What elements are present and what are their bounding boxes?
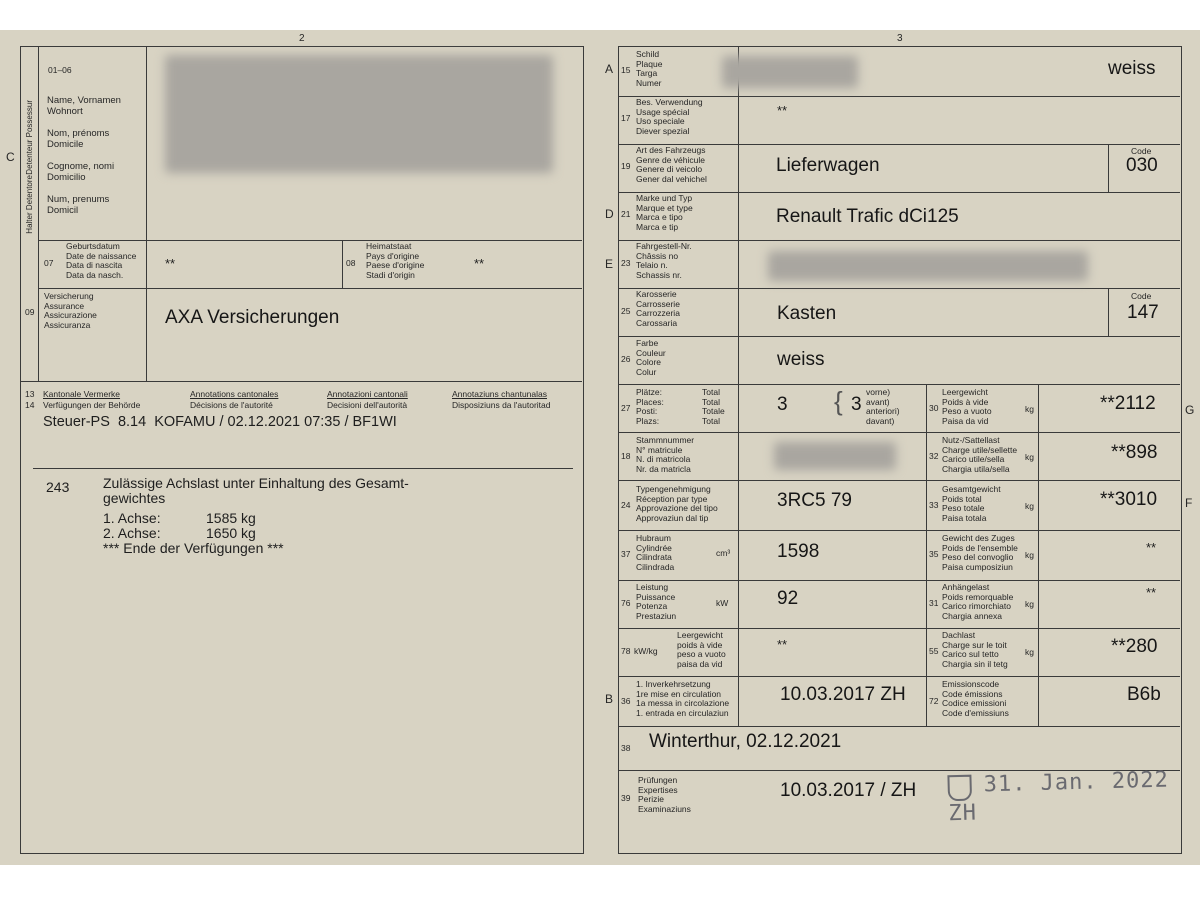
first-registration-label: 1. Inverkehrsetzung 1re mise en circulation 1a messa in circolazione 1. entrada en circulaziun (636, 679, 730, 718)
rule (618, 432, 1180, 433)
rule (1108, 144, 1109, 192)
roof-load-value: **280 (1111, 636, 1158, 657)
emission-code-value: B6b (1127, 684, 1161, 705)
axle-2-value: 1650 kg (206, 525, 256, 541)
body-code-label: Code (1131, 291, 1152, 301)
seats-label: Plätze: Places: Posti: Plazs: (636, 387, 664, 426)
total-weight-unit: kg (1025, 501, 1034, 511)
rule (618, 480, 1180, 481)
field-27-number: 27 (621, 403, 631, 413)
color-label: Farbe Couleur Colore Colur (636, 338, 666, 377)
margin-letter-a: A (605, 62, 614, 76)
tax-line: Steuer-PS 8.14 KOFAMU / 02.12.2021 07:35 / BF1WI (43, 414, 397, 430)
rule (618, 240, 1180, 241)
make-type-label: Marke und Typ Marque et type Marca e tipo Marca e tip (636, 193, 693, 232)
body-label: Karosserie Carrosserie Carrozzeria Carossaria (636, 289, 680, 328)
rule (618, 336, 1180, 337)
decisions-fr: Décisions de l'autorité (190, 400, 273, 410)
rule (342, 240, 343, 288)
field-08-number: 08 (346, 258, 356, 268)
field-36-number: 36 (621, 696, 631, 706)
body-value: Kasten (777, 303, 837, 324)
vehicle-type-code: 030 (1126, 155, 1158, 176)
rule (618, 628, 1180, 629)
power-label: Leistung Puissance Potenza Prestaziun (636, 582, 677, 621)
left-card-side-rule (38, 46, 39, 381)
master-number-label: Stammnummer N° matricule N. di matricola Nr. da matricla (636, 435, 695, 474)
payload-unit: kg (1025, 452, 1034, 462)
insurance-value: AXA Versicherungen (165, 307, 340, 328)
left-page-number: 2 (299, 33, 305, 44)
seats-total-label: Total Total Totale Total (702, 387, 725, 426)
field-30-number: 30 (929, 403, 939, 413)
field-24-number: 24 (621, 500, 631, 510)
margin-letter-b: B (605, 692, 614, 706)
train-weight-label: Gewicht des Zuges Poids de l'ensemble Peso del convoglio Paisa cumposiziun (942, 533, 1018, 572)
annotations-fr: Annotations cantonales (190, 389, 279, 399)
empty-weight-value: **2112 (1100, 393, 1156, 414)
field-32-number: 32 (929, 451, 939, 461)
type-approval-value: 3RC5 79 (777, 490, 852, 511)
field-18-number: 18 (621, 451, 631, 461)
field-76-number: 76 (621, 598, 631, 608)
field-72-number: 72 (929, 696, 939, 706)
redacted-chassis-number (768, 251, 1088, 281)
field-07-number: 07 (44, 258, 54, 268)
field-19-number: 19 (621, 161, 631, 171)
train-weight-value: ** (1146, 540, 1157, 555)
margin-letter-e: E (605, 257, 614, 271)
right-label-column-rule (738, 46, 739, 726)
field-31-number: 31 (929, 598, 939, 608)
annotations-rm: Annotaziuns chantunalas (452, 389, 547, 399)
rule (20, 381, 582, 382)
margin-letter-d: D (605, 207, 614, 221)
field-39-number: 39 (621, 793, 631, 803)
insurance-label: Versicherung Assurance Assicurazione Assicuranza (44, 291, 97, 330)
rule (618, 676, 1180, 677)
power-value: 92 (777, 588, 799, 609)
axle-1-label: 1. Achse: (103, 510, 161, 526)
stamp-shield-icon (947, 774, 972, 801)
rule (926, 384, 927, 726)
name-label-it: Cognome, nomi Domicilio (47, 161, 115, 183)
inspection-stamp-text: 31. Jan. 2022 ZH (948, 767, 1170, 827)
field-38-number: 38 (621, 743, 631, 753)
field-78-number: 78 (621, 646, 631, 656)
total-weight-label: Gesamtgewicht Poids total Peso totale Paisa totala (942, 484, 1001, 523)
rule (38, 288, 582, 289)
axle-title: Zulässige Achslast unter Einhaltung des Gesamt- gewichtes (103, 475, 409, 506)
type-approval-label: Typengenehmigung Réception par type Approvazione del tipo Approvaziun dal tip (636, 484, 718, 523)
roof-load-unit: kg (1025, 647, 1034, 657)
inspection-value: 10.03.2017 / ZH (780, 780, 917, 801)
power-weight-unit: kW/kg (634, 646, 658, 656)
payload-label: Nutz-/Sattellast Charge utile/sellette Carico utile/sella Chargia utila/sella (942, 435, 1018, 474)
plate-label: Schild Plaque Targa Numer (636, 49, 663, 88)
first-registration-value: 10.03.2017 ZH (780, 684, 906, 705)
holder-vertical-label-1: Detenteur Possessur (25, 100, 34, 175)
inspection-stamp (947, 767, 1200, 826)
field-14-number: 14 (25, 400, 35, 410)
field-37-number: 37 (621, 549, 631, 559)
special-use-label: Bes. Verwendung Usage spécial Uso speciale Diever spezial (636, 97, 703, 136)
train-weight-unit: kg (1025, 550, 1034, 560)
redacted-master-number (774, 442, 896, 470)
make-type-value: Renault Trafic dCi125 (776, 206, 959, 227)
payload-value: **898 (1111, 442, 1158, 463)
plate-color-value: weiss (1108, 58, 1156, 79)
rule (618, 384, 1180, 385)
vehicle-type-code-label: Code (1131, 146, 1152, 156)
left-label-column-rule (146, 46, 147, 381)
power-weight-label: Leergewicht poids à vide peso a vuoto paisa da vid (677, 630, 726, 669)
vehicle-type-value: Lieferwagen (776, 155, 880, 176)
power-weight-value: ** (777, 637, 788, 652)
special-use-value: ** (777, 103, 788, 118)
field-17-number: 17 (621, 113, 631, 123)
origin-value: ** (474, 256, 485, 271)
power-unit: kW (716, 598, 729, 608)
rule (618, 530, 1180, 531)
body-code: 147 (1127, 302, 1159, 323)
holder-vertical-label-2: Halter Detentore (25, 175, 34, 234)
name-label-rm: Num, prenums Domicil (47, 194, 110, 216)
code-01-06: 01–06 (48, 65, 72, 75)
field-35-number: 35 (929, 549, 939, 559)
field-26-number: 26 (621, 354, 631, 364)
code-243: 243 (46, 479, 70, 495)
field-23-number: 23 (621, 258, 631, 268)
axle-2-label: 2. Achse: (103, 525, 161, 541)
decisions-de: Verfügungen der Behörde (43, 400, 141, 410)
emission-code-label: Emissionscode Code émissions Codice emissioni Code d'emissiuns (942, 679, 1009, 718)
field-55-number: 55 (929, 646, 939, 656)
annotations-it: Annotazioni cantonali (327, 389, 408, 399)
margin-letter-c: C (6, 150, 15, 164)
seats-bracket: { (834, 386, 843, 416)
birth-date-label: Geburtsdatum Date de naissance Data di nascita Data da nasch. (66, 241, 137, 280)
field-13-number: 13 (25, 389, 35, 399)
trailer-load-value: ** (1146, 585, 1157, 600)
seats-front-value: 3 (851, 394, 862, 415)
vehicle-type-label: Art des Fahrzeugs Genre de véhicule Genere di veicolo Gener dal vehichel (636, 145, 707, 184)
empty-weight-unit: kg (1025, 404, 1034, 414)
axle-1-value: 1585 kg (206, 510, 256, 526)
field-15-number: 15 (621, 65, 631, 75)
name-label-de: Name, Vornamen Wohnort (47, 95, 121, 117)
margin-letter-g: G (1185, 403, 1195, 417)
margin-letter-f: F (1185, 496, 1193, 510)
rule (618, 726, 1180, 727)
birth-date-value: ** (165, 256, 176, 271)
field-25-number: 25 (621, 306, 631, 316)
rule (1108, 288, 1109, 336)
roof-load-label: Dachlast Charge sur le toit Carico sul tetto Chargia sin il tetg (942, 630, 1008, 669)
origin-label: Heimatstaat Pays d'origine Paese d'origine Stadi d'origin (366, 241, 425, 280)
chassis-label: Fahrgestell-Nr. Châssis no Telaio n. Schassis nr. (636, 241, 692, 280)
decisions-it: Decisioni dell'autorità (327, 400, 408, 410)
redacted-plate-number (722, 56, 858, 88)
displacement-label: Hubraum Cylindrée Cilindrata Cilindrada (636, 533, 675, 572)
field-09-number: 09 (25, 307, 35, 317)
field-21-number: 21 (621, 209, 631, 219)
empty-weight-label: Leergewicht Poids à vide Peso a vuoto Paisa da vid (942, 387, 992, 426)
trailer-load-unit: kg (1025, 599, 1034, 609)
displacement-value: 1598 (777, 541, 820, 562)
displacement-unit: cm³ (716, 548, 731, 558)
issue-place-date: Winterthur, 02.12.2021 (649, 731, 842, 752)
seats-front-label: vorne) avant) anteriori) davant) (866, 387, 900, 426)
annotations-de: Kantonale Vermerke (43, 389, 121, 399)
redacted-holder-name (165, 55, 553, 173)
total-weight-value: **3010 (1100, 489, 1158, 510)
rule (618, 580, 1180, 581)
inspections-label: Prüfungen Expertises Perizie Examinaziuns (638, 775, 691, 814)
field-33-number: 33 (929, 500, 939, 510)
name-label-fr: Nom, prénoms Domicile (47, 128, 110, 150)
seats-total-value: 3 (777, 394, 788, 415)
rule (618, 288, 1180, 289)
right-page-number: 3 (897, 33, 903, 44)
decisions-rm: Disposiziuns da l'autoritad (452, 400, 551, 410)
rule (618, 192, 1180, 193)
rule (1038, 384, 1039, 726)
separator-rule (33, 468, 573, 469)
end-of-decisions: *** Ende der Verfügungen *** (103, 540, 284, 556)
color-value: weiss (777, 349, 825, 370)
trailer-load-label: Anhängelast Poids remorquable Carico rimorchiato Chargia annexa (942, 582, 1014, 621)
